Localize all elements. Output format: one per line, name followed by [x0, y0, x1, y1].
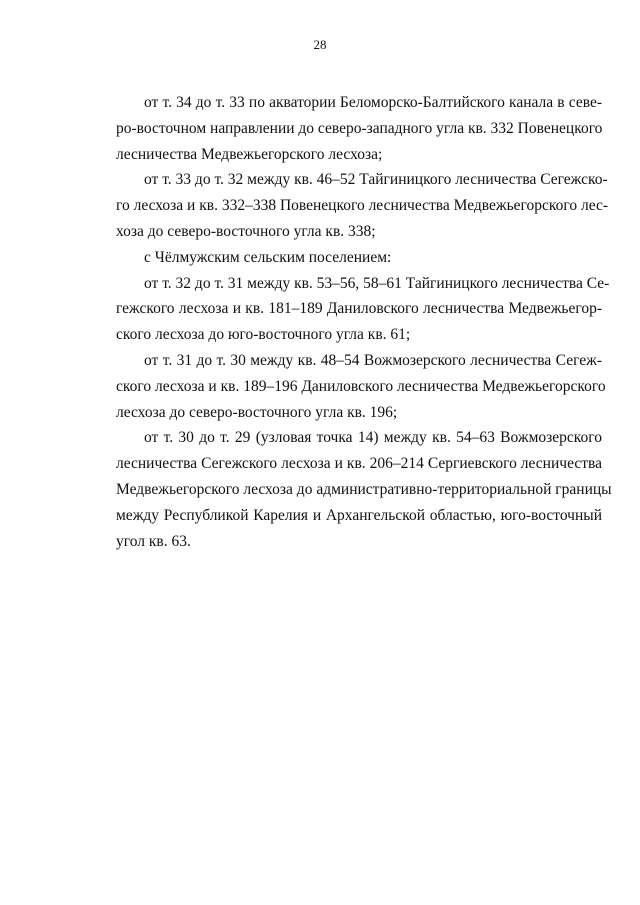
text-line: от т. 33 до т. 32 между кв. 46–52 Тайгиницкого лесничества Сегежско- [144, 171, 608, 189]
text-line: Медвежьегорского лесхоза до административно-территориальной границы [116, 480, 612, 498]
text-line: лесничества Медвежьегорского лесхоза; [116, 145, 383, 163]
text-line: с Чёлмужским сельским поселением: [144, 248, 392, 266]
text-line: лесхоза до северо-восточного угла кв. 196; [116, 403, 398, 421]
text-line: от т. 34 до т. 33 по акватории Беломорско-Балтийского канала в севе- [144, 94, 602, 111]
text-line: угол кв. 63. [116, 532, 191, 550]
text-line: гежского лесхоза и кв. 181–189 Даниловского лесничества Медвежьегор- [116, 300, 602, 318]
document-body [116, 90, 612, 554]
text-line: лесничества Сегежского лесхоза и кв. 206–214 Сергиевского лесничества [116, 455, 602, 473]
text-line: от т. 30 до т. 29 (узловая точка 14) между кв. 54–63 Вожмозерского [144, 429, 602, 447]
text-line: ского лесхоза до юго-восточного угла кв. 61; [116, 326, 411, 344]
page-number: 28 [313, 37, 327, 52]
text-line: ро-восточном направлении до северо-западного угла кв. 332 Повенецкого [116, 119, 603, 137]
text-line: хоза до северо-восточного угла кв. 338; [116, 222, 376, 240]
text-line: го лесхоза и кв. 332–338 Повенецкого лесничества Медвежьегорского лес- [116, 197, 609, 215]
text-line: от т. 32 до т. 31 между кв. 53–56, 58–61 Тайгиницкого лесничества Се- [144, 274, 610, 292]
text-line: между Республикой Карелия и Архангельской областью, юго-восточный [116, 506, 602, 524]
text-line: от т. 31 до т. 30 между кв. 48–54 Вожмозерского лесничества Сегеж- [144, 351, 602, 369]
text-line: ского лесхоза и кв. 189–196 Даниловского лесничества Медвежьегорского [116, 377, 606, 395]
